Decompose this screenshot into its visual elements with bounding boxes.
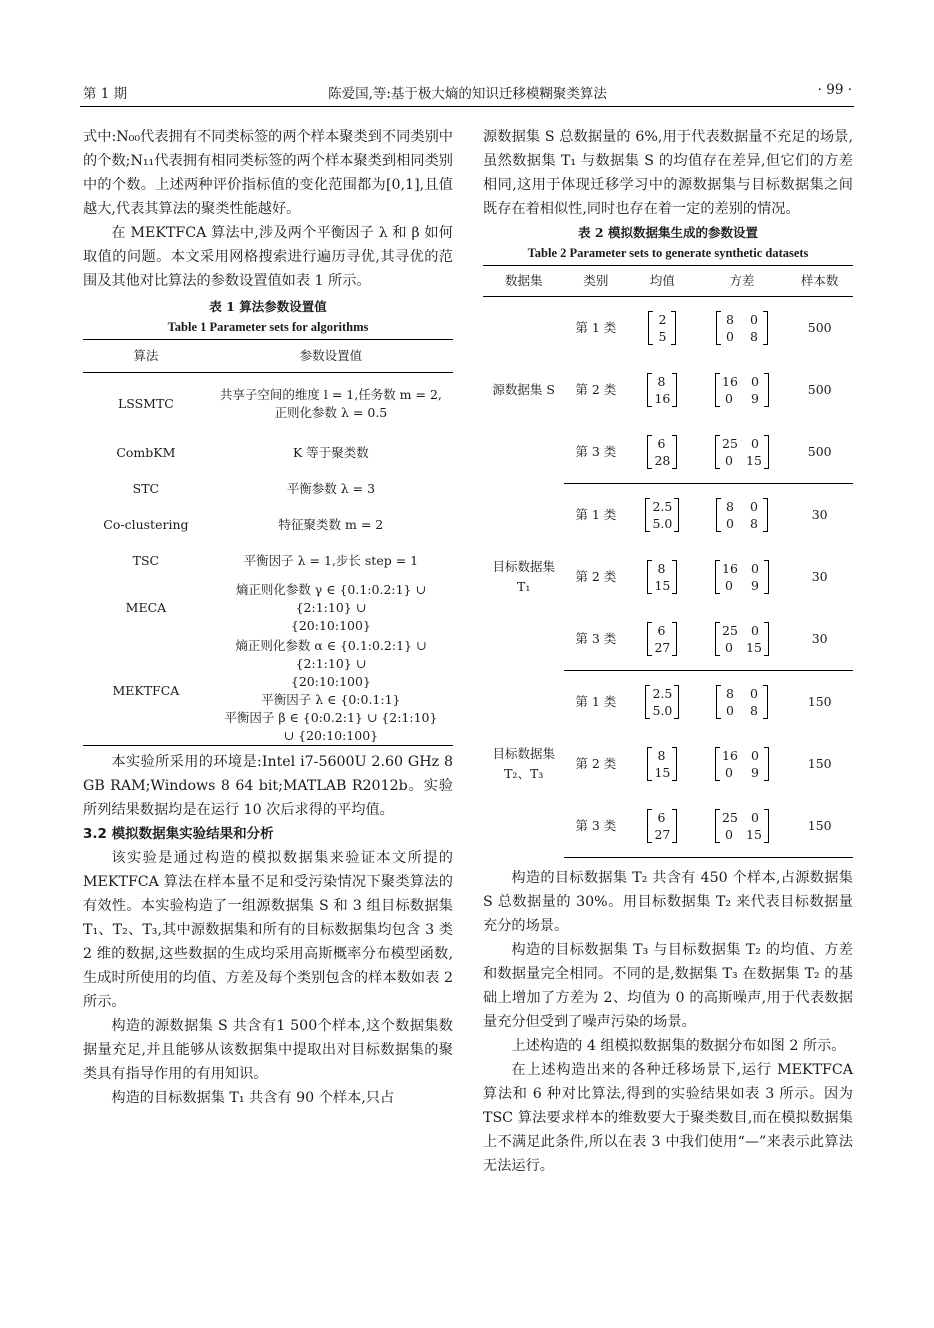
table2-header: 均值 [627, 266, 697, 297]
mean-matrix [647, 622, 677, 656]
mean-matrix [647, 373, 677, 407]
dataset-name: 源数据集 S [492, 382, 555, 398]
variance-matrix [698, 297, 787, 360]
table2-header: 数据集 [483, 266, 564, 297]
covariance-matrix [716, 685, 768, 719]
matrix-cell: 8 [657, 748, 666, 763]
paragraph: 构造的目标数据集 T₂ 共含有 450 个样本,占源数据集 S 总数据量的 30%。用目标数据集 T₂ 来代表目标数据量充分的场景。 [483, 870, 853, 934]
mean-matrix [647, 747, 677, 781]
matrix-cell: 0 [749, 499, 758, 514]
param-line: 正则化参数 λ = 0.5 [274, 405, 388, 420]
paragraph: 构造的目标数据集 T₁ 共含有 90 个样本,只占 [111, 1090, 395, 1106]
matrix-cell: 0 [750, 374, 759, 389]
running-title: 陈爱国,等:基于极大熵的知识迁移模糊聚类算法 [328, 86, 607, 102]
matrix-cell: 8 [725, 686, 734, 701]
matrix-cell: 27 [654, 640, 671, 655]
matrix-cell: 15 [654, 578, 671, 593]
variance-matrix [698, 421, 787, 484]
param-line: ∪ {20:10:100} [283, 728, 379, 743]
class-label: 第 1 类 [575, 507, 617, 522]
table2-header: 样本数 [786, 266, 853, 297]
table-row [483, 297, 853, 360]
mean-vector [627, 421, 697, 484]
mean-matrix [647, 560, 677, 594]
table2-header: 方差 [698, 266, 787, 297]
table1-header: 算法 [83, 340, 209, 373]
table-row [83, 637, 453, 746]
dataset-name: 目标数据集 T₁ [492, 559, 555, 594]
issue-number: 第 1 期 [83, 86, 128, 102]
table-row [83, 373, 453, 436]
param-line: 熵正则化参数 α ∈ {0.1:0.2:1} ∪ {2:1:10} ∪ [235, 638, 427, 671]
variance-matrix [698, 359, 787, 421]
mean-matrix [645, 498, 679, 532]
table1-algo: MEKTFCA [83, 637, 209, 746]
sample-count: 30 [811, 507, 828, 522]
sample-count: 500 [807, 382, 832, 397]
matrix-cell: 0 [725, 453, 733, 468]
matrix-cell: 5.0 [652, 703, 673, 718]
table-row [483, 671, 853, 734]
param-line: 平衡因子 β ∈ {0:0.2:1} ∪ {2:1:10} [224, 710, 438, 725]
sample-count: 500 [786, 421, 853, 484]
table1 [83, 339, 453, 746]
sample-count: 150 [786, 795, 853, 858]
covariance-matrix [715, 809, 769, 843]
variance-matrix [698, 608, 787, 671]
header-rule [80, 106, 854, 107]
matrix-cell: 0 [750, 623, 759, 638]
param-line: 平衡因子 λ ∈ {0:0.1:1} [261, 692, 401, 707]
covariance-matrix [715, 622, 769, 656]
matrix-cell: 16 [722, 561, 738, 576]
sample-count: 500 [807, 320, 832, 335]
mean-vector [627, 733, 697, 795]
table1-algo: MECA [125, 600, 167, 615]
table1-header: 参数设置值 [209, 340, 453, 373]
mean-vector [627, 359, 697, 421]
matrix-cell: 0 [725, 640, 733, 655]
matrix-cell: 0 [749, 686, 758, 701]
mean-vector [627, 484, 697, 547]
class-label: 第 2 类 [575, 569, 617, 584]
matrix-cell: 15 [746, 453, 762, 468]
running-header [83, 82, 852, 104]
param-line: {20:10:100} [290, 674, 371, 689]
matrix-cell: 2 [658, 312, 667, 327]
matrix-cell: 8 [657, 374, 666, 389]
matrix-cell: 16 [654, 391, 671, 406]
table1-params: K 等于聚类数 [292, 445, 369, 460]
covariance-matrix [716, 498, 768, 532]
table-row [83, 471, 453, 507]
class-label: 第 3 类 [564, 421, 627, 484]
matrix-cell: 25 [722, 623, 738, 638]
sample-count: 30 [811, 569, 828, 584]
param-line: {20:10:100} [290, 618, 371, 633]
class-label: 第 3 类 [564, 795, 627, 858]
matrix-cell: 5 [658, 329, 667, 344]
sample-count: 150 [807, 694, 832, 709]
paragraph: 式中:N₀₀代表拥有不同类标签的两个样本聚类到不同类别中的个数;N₁₁代表拥有相同类标签的两个样本聚类到相同类别中的个数。上述两种评价指标值的变化范围都为[0,1],且值越大,代表其算法的聚类性能越好。 [83, 129, 453, 217]
class-label: 第 1 类 [575, 694, 617, 709]
mean-vector [627, 795, 697, 858]
left-column [83, 125, 453, 1110]
mean-matrix [647, 809, 677, 843]
table-row [483, 484, 853, 547]
table1-params: 特征聚类数 m = 2 [278, 517, 384, 532]
variance-matrix [698, 795, 787, 858]
matrix-cell: 0 [725, 703, 734, 718]
table2 [483, 265, 853, 858]
matrix-cell: 0 [750, 748, 759, 763]
table-row [83, 507, 453, 543]
matrix-cell: 16 [722, 374, 738, 389]
table1-caption-cn: 表 1 算法参数设置值 [209, 299, 327, 314]
table1-params: 平衡参数 λ = 3 [286, 481, 376, 496]
right-column [483, 125, 853, 1178]
matrix-cell: 8 [749, 703, 758, 718]
paragraph: 构造的目标数据集 T₃ 与目标数据集 T₂ 的均值、方差和数据量完全相同。不同的是,数据集 T₃ 在数据集 T₂ 的基础上增加了方差为 2、均值为 0 的高斯噪声,用于代表数据量充分但受到了噪声污染的场景。 [483, 942, 853, 1030]
matrix-cell: 6 [657, 810, 666, 825]
mean-vector [627, 297, 697, 360]
mean-vector [627, 671, 697, 734]
table1-params [209, 637, 453, 746]
matrix-cell: 2.5 [652, 499, 673, 514]
matrix-cell: 0 [725, 516, 734, 531]
mean-matrix [648, 311, 676, 345]
matrix-cell: 6 [657, 436, 666, 451]
variance-matrix [698, 484, 787, 547]
covariance-matrix [715, 373, 769, 407]
matrix-cell: 0 [750, 561, 759, 576]
class-label: 第 2 类 [575, 382, 617, 397]
paragraph: 在上述构造出来的各种迁移场景下,运行 MEKTFCA 算法和 6 种对比算法,得到的实验结果如表 3 所示。因为 TSC 算法要求样本的维数要大于聚类数目,而在模拟数据集上不满足此条件,所以在表 3 中我们使用“—”来表示此算法无法运行。 [483, 1062, 853, 1174]
matrix-cell: 28 [654, 453, 671, 468]
paragraph: 源数据集 S 总数据量的 6%,用于代表数据量不充足的场景,虽然数据集 T₁ 与数据集 S 的均值存在差异,但它们的方差相同,这用于体现迁移学习中的源数据集与目标数据集之间既存在着相似性,同时也存在着一定的差别的情况。 [483, 129, 853, 217]
paragraph: 本实验所采用的环境是:Intel i7-5600U 2.60 GHz 8 GB RAM;Windows 8 64 bit;MATLAB R2012b。实验所列结果数据均是在运行 10 次后求得的平均值。 [83, 754, 453, 818]
matrix-cell: 0 [725, 765, 733, 780]
table2-body [483, 297, 853, 858]
class-label: 第 1 类 [575, 320, 617, 335]
table1-params [209, 579, 453, 637]
matrix-cell: 0 [725, 329, 734, 344]
page-number: · 99 · [817, 82, 852, 98]
matrix-cell: 0 [750, 436, 759, 451]
variance-matrix [698, 546, 787, 608]
table-row [83, 435, 453, 471]
paragraph: 上述构造的 4 组模拟数据集的数据分布如图 2 所示。 [511, 1038, 846, 1054]
paragraph: 该实验是通过构造的模拟数据集来验证本文所提的 MEKTFCA 算法在样本量不足和受污染情况下聚类算法的有效性。本实验构造了一组源数据集 S 和 3 组目标数据集 T₁、T₂、T₃,其中源数据集和所有的目标数据集均包含 3 类 2 维的数据,这些数据的生成均采用高斯概率分布模型函数,生成时所使用的均值、方差及每个类别包含的样本数如表 2 所示。 [83, 850, 453, 1010]
covariance-matrix [716, 311, 768, 345]
paragraph: 在 MEKTFCA 算法中,涉及两个平衡因子 λ 和 β 如何取值的问题。本文采用网格搜索进行遍历寻优,其寻优的范围及其他对比算法的参数设置值如表 1 所示。 [83, 225, 453, 289]
class-label: 第 2 类 [575, 756, 617, 771]
param-line: 共享子空间的维度 l = 1,任务数 m = 2, [219, 387, 442, 402]
matrix-cell: 27 [654, 827, 671, 842]
table-row [83, 543, 453, 579]
class-label: 第 3 类 [564, 608, 627, 671]
table1-algo: STC [132, 481, 160, 496]
table1-algo: TSC [132, 553, 160, 568]
matrix-cell: 0 [725, 578, 733, 593]
variance-matrix [698, 733, 787, 795]
matrix-cell: 8 [749, 329, 758, 344]
table2-caption-en: Table 2 Parameter sets to generate synthetic datasets [527, 246, 809, 260]
matrix-cell: 5.0 [652, 516, 673, 531]
matrix-cell: 16 [722, 748, 738, 763]
matrix-cell: 0 [725, 827, 733, 842]
table-row [83, 579, 453, 637]
covariance-matrix [715, 747, 769, 781]
mean-vector [627, 546, 697, 608]
matrix-cell: 2.5 [652, 686, 673, 701]
matrix-cell: 8 [725, 499, 734, 514]
matrix-cell: 8 [725, 312, 734, 327]
table1-params: 平衡因子 λ = 1,步长 step = 1 [243, 553, 419, 568]
matrix-cell: 25 [722, 436, 738, 451]
table2-header: 类别 [564, 266, 627, 297]
paragraph: 构造的源数据集 S 共含有1 500个样本,这个数据集数据量充足,并且能够从该数据集中提取出对目标数据集的聚类具有指导作用的有用知识。 [83, 1018, 453, 1082]
table1-params [209, 373, 453, 436]
matrix-cell: 6 [657, 623, 666, 638]
sample-count: 30 [786, 608, 853, 671]
matrix-cell: 15 [654, 765, 671, 780]
matrix-cell: 8 [657, 561, 666, 576]
matrix-cell: 25 [722, 810, 738, 825]
matrix-cell: 0 [749, 312, 758, 327]
matrix-cell: 0 [725, 391, 733, 406]
matrix-cell: 15 [746, 640, 762, 655]
matrix-cell: 8 [749, 516, 758, 531]
table2-caption-cn: 表 2 模拟数据集生成的参数设置 [578, 225, 758, 240]
matrix-cell: 15 [746, 827, 762, 842]
table1-algo: LSSMTC [117, 396, 174, 411]
variance-matrix [698, 671, 787, 734]
table1-algo: CombKM [116, 445, 176, 460]
dataset-name: 目标数据集 T₂、T₃ [492, 746, 555, 781]
matrix-cell: 0 [750, 810, 759, 825]
param-line: 熵正则化参数 γ ∈ {0.1:0.2:1} ∪ {2:1:10} ∪ [235, 582, 426, 615]
table1-caption-en: Table 1 Parameter sets for algorithms [167, 320, 369, 334]
matrix-cell: 9 [750, 391, 759, 406]
mean-matrix [647, 435, 677, 469]
matrix-cell: 9 [750, 578, 759, 593]
table1-algo: Co-clustering [103, 517, 189, 532]
covariance-matrix [715, 435, 769, 469]
section-heading: 3.2 模拟数据集实验结果和分析 [83, 826, 274, 842]
sample-count: 150 [807, 756, 832, 771]
covariance-matrix [715, 560, 769, 594]
mean-vector [627, 608, 697, 671]
matrix-cell: 9 [750, 765, 759, 780]
mean-matrix [645, 685, 679, 719]
